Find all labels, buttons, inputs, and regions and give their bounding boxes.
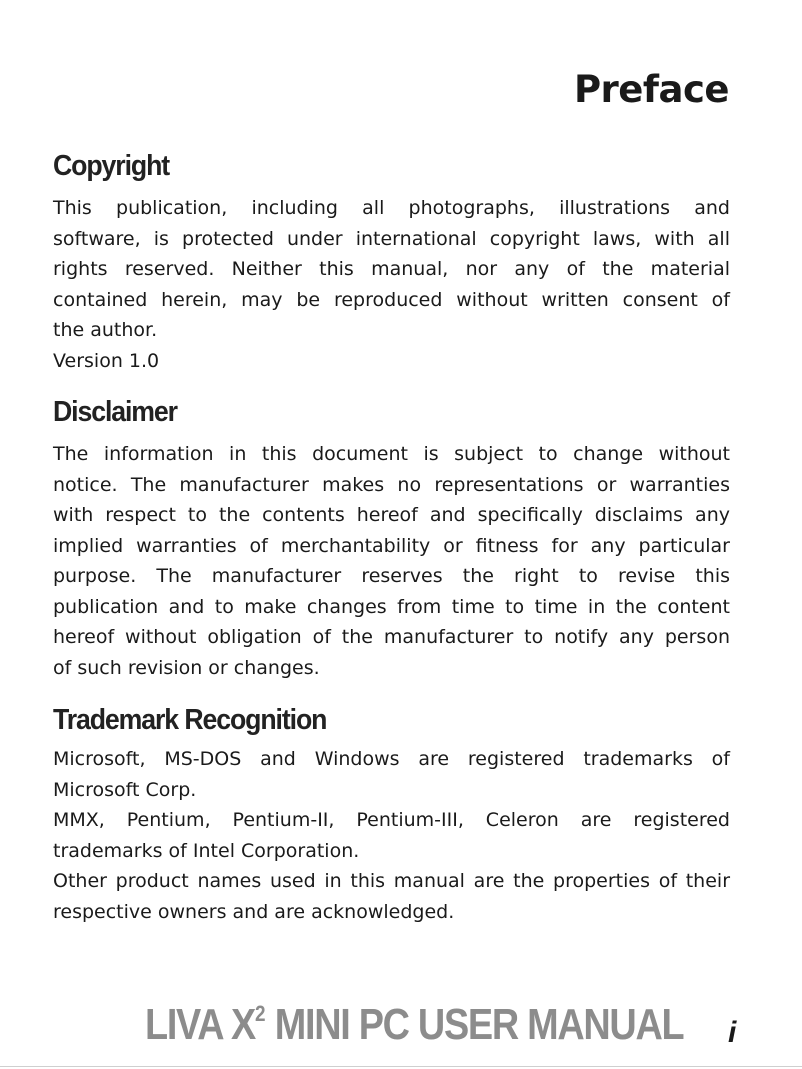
footer-manual-title <box>145 1000 683 1050</box>
trademark-line: respective owners and are acknowledged. <box>53 900 455 923</box>
bottom-divider <box>0 1066 802 1067</box>
copyright-heading: Copyright <box>53 150 170 182</box>
page-number: i <box>728 1016 737 1049</box>
disclaimer-line: publication and to make changes from time to time in the content <box>53 595 730 618</box>
version-text: Version 1.0 <box>53 349 160 372</box>
trademark-line: Other product names used in this manual are the properties of their <box>53 870 730 892</box>
copyright-line: contained herein, may be reproduced without written consent of <box>53 288 730 311</box>
copyright-line: the author. <box>53 319 158 341</box>
disclaimer-line: implied warranties of merchantability or fitness for any particular <box>53 534 730 557</box>
disclaimer-heading: Disclaimer <box>53 396 177 428</box>
copyright-line: This publication, including all photographs, illustrations and <box>53 197 730 219</box>
footer-title-part: LIVA X <box>145 1000 255 1049</box>
trademark-line: MMX, Pentium, Pentium-II, Pentium-III, Celeron are registered <box>53 809 730 831</box>
disclaimer-line: with respect to the contents hereof and specifically disclaims any <box>53 504 730 526</box>
copyright-line: rights reserved. Neither this manual, nor any of the material <box>53 258 730 280</box>
disclaimer-line: hereof without obligation of the manufacturer to notify any person <box>53 626 730 648</box>
copyright-line: software, is protected under international copyright laws, with all <box>53 227 730 250</box>
trademark-line: Microsoft Corp. <box>53 778 197 801</box>
disclaimer-line: notice. The manufacturer makes no representations or warranties <box>53 473 730 496</box>
disclaimer-line: of such revision or changes. <box>53 656 320 679</box>
disclaimer-line: The information in this document is subject to change without <box>53 443 730 465</box>
trademark-paragraph <box>53 744 730 927</box>
trademark-line: trademarks of Intel Corporation. <box>53 839 360 862</box>
disclaimer-line: purpose. The manufacturer reserves the right to revise this <box>53 565 730 587</box>
footer-title-part: MINI PC USER MANUAL <box>265 1000 684 1049</box>
page-title: Preface <box>573 68 729 111</box>
trademark-heading: Trademark Recognition <box>53 704 327 736</box>
copyright-paragraph <box>53 193 730 376</box>
disclaimer-paragraph <box>53 439 730 683</box>
trademark-line: Microsoft, MS-DOS and Windows are registered trademarks of <box>53 748 730 770</box>
footer-title-superscript: 2 <box>254 1001 266 1026</box>
